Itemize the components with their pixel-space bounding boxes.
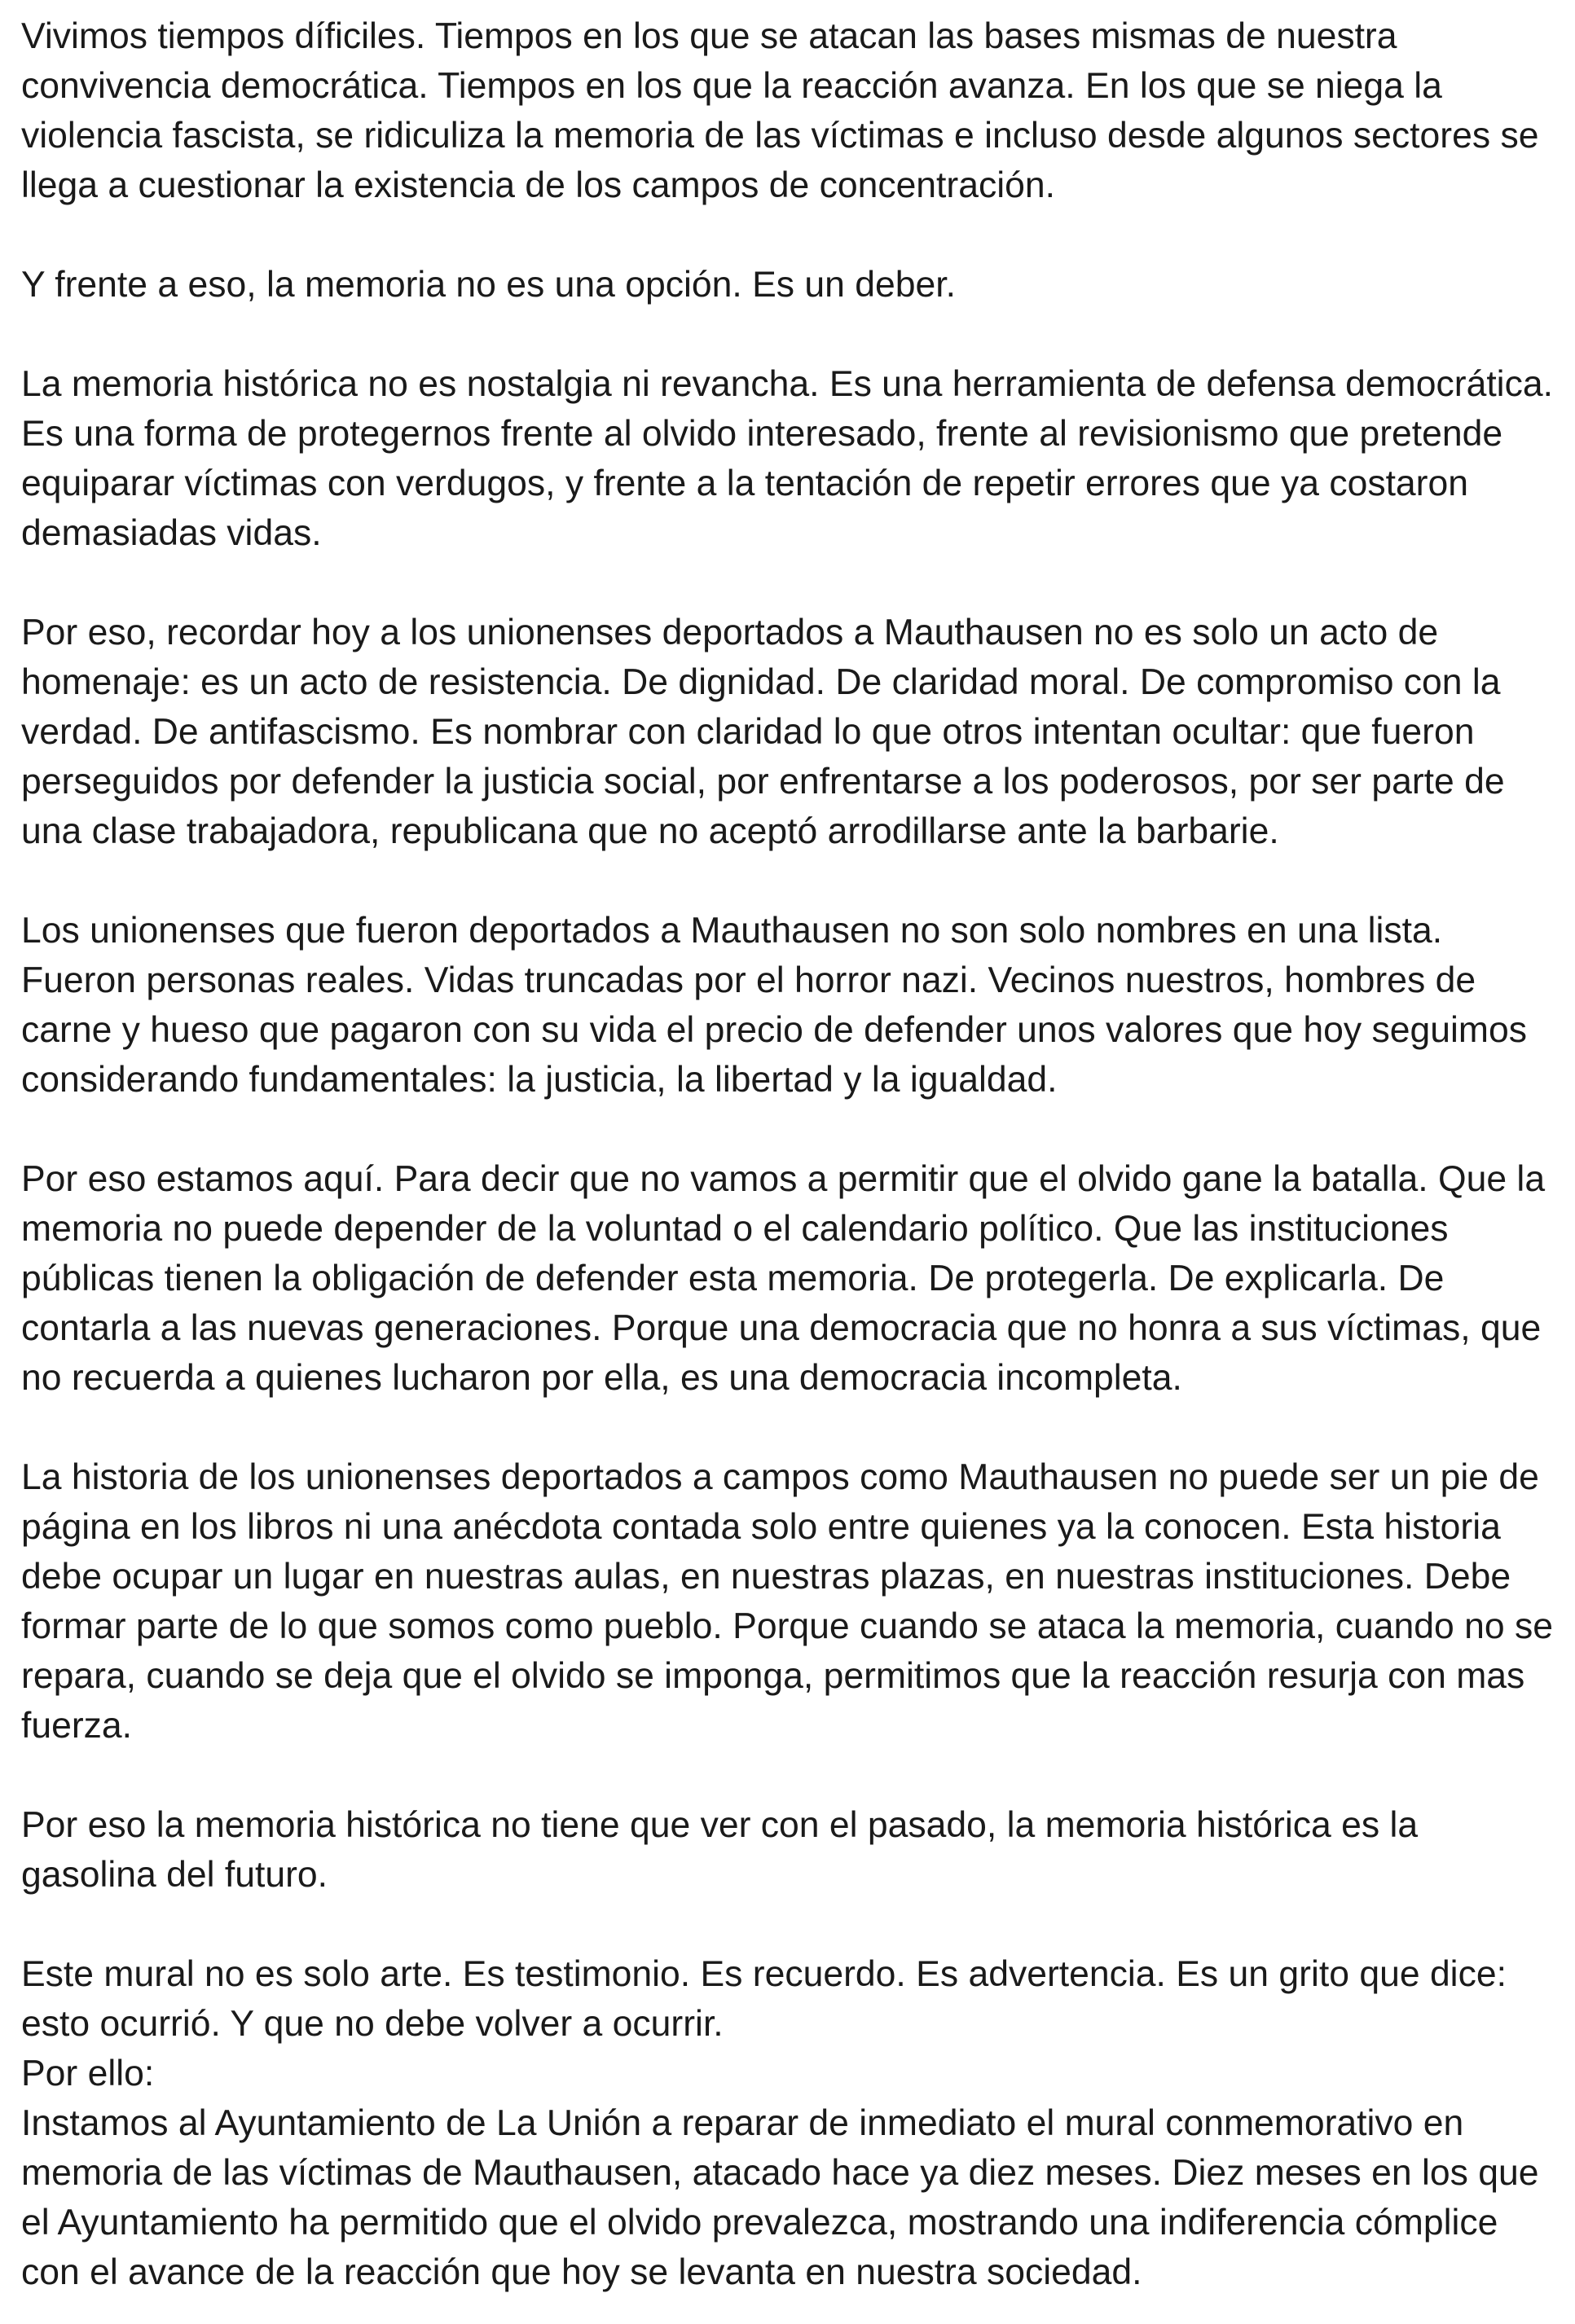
closing-paragraph-1: Este mural no es solo arte. Es testimonio. Es recuerdo. Es advertencia. Es un grito que dice: esto ocurrió. Y que no debe volver a ocurrir. (21, 1954, 1507, 2044)
closing-demand: Instamos al Ayuntamiento de La Unión a reparar de inmediato el mural conmemorativo en memoria de las víctimas de Mauthausen, atacado hace ya diez meses. Diez meses en los que el Ayuntamiento ha permitido que el olvido prevalezca, mostrando una indiferencia cómplice con el avance de la reacción que hoy se levanta en nuestra sociedad. (21, 2103, 1539, 2292)
paragraph-2: Y frente a eso, la memoria no es una opción. Es un deber. (21, 265, 957, 305)
paragraph-5: Los unionenses que fueron deportados a Mauthausen no son solo nombres en una lista. Fueron personas reales. Vidas truncadas por el horror nazi. Vecinos nuestros, hombres de carne y hueso que pagaron con su vida el precio de defender unos valores que hoy seguimos considerando fundamentales: la justicia, la libertad y la igualdad. (21, 911, 1527, 1100)
paragraph-7: La historia de los unionenses deportados a campos como Mauthausen no puede ser un pie de página en los libros ni una anécdota contada solo entre quienes ya la conocen. Esta historia debe ocupar un lugar en nuestras aulas, en nuestras plazas, en nuestras instituciones. Debe formar parte de lo que somos como pueblo. Porque cuando se ataca la memoria, cuando no se repara, cuando se deja que el olvido se imponga, permitimos que la reacción resurja con mas fuerza. (21, 1457, 1553, 1746)
closing-lead-in: Por ello: (21, 2054, 155, 2093)
paragraph-6: Por eso estamos aquí. Para decir que no vamos a permitir que el olvido gane la batalla. Que la memoria no puede depender de la voluntad o el calendario político. Que las instituciones públicas tienen la obligación de defender esta memoria. De protegerla. De explicarla. De contarla a las nuevas generaciones. Porque una democracia que no honra a sus víctimas, que no recuerda a quienes lucharon por ella, es una democracia incompleta. (21, 1159, 1546, 1398)
document-body (21, 11, 1561, 2297)
paragraph-1: Vivimos tiempos díficiles. Tiempos en los que se atacan las bases mismas de nuestra convivencia democrática. Tiempos en los que la reacción avanza. En los que se niega la violencia fascista, se ridiculiza la memoria de las víctimas e incluso desde algunos sectores se llega a cuestionar la existencia de los campos de concentración. (21, 16, 1539, 205)
paragraph-8: Por eso la memoria histórica no tiene que ver con el pasado, la memoria histórica es la gasolina del futuro. (21, 1805, 1419, 1895)
paragraph-3: La memoria histórica no es nostalgia ni revancha. Es una herramienta de defensa democrática. Es una forma de protegernos frente al olvido interesado, frente al revisionismo que pretende equiparar víctimas con verdugos, y frente a la tentación de repetir errores que ya costaron demasiadas vidas. (21, 364, 1553, 553)
paragraph-4: Por eso, recordar hoy a los unionenses deportados a Mauthausen no es solo un acto de homenaje: es un acto de resistencia. De dignidad. De claridad moral. De compromiso con la verdad. De antifascismo. Es nombrar con claridad lo que otros intentan ocultar: que fueron perseguidos por defender la justicia social, por enfrentarse a los poderosos, por ser parte de una clase trabajadora, republicana que no aceptó arrodillarse ante la barbarie. (21, 613, 1505, 851)
